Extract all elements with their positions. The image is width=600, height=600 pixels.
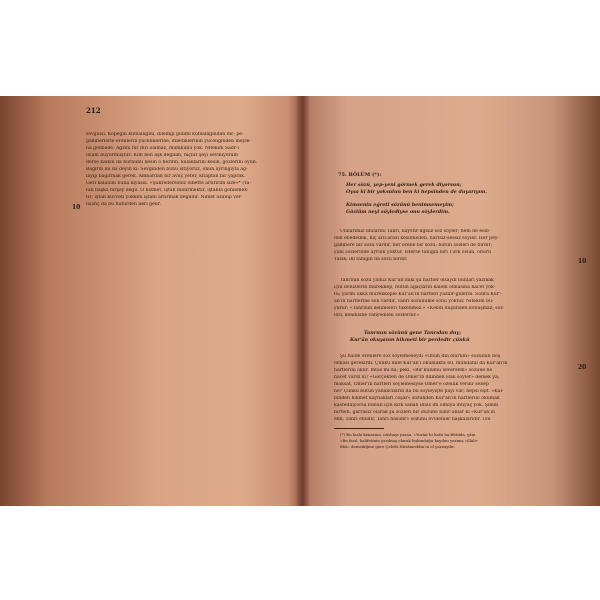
left-page: [0, 96, 300, 506]
footnote-line: «Bu fasıl, halifetinin yazılmış olarak bulunduğu kaydını yazmış «illale-: [340, 438, 479, 443]
text-line: Geri kalanını buna kıyasla. «Şükredersenîz elbette artırırım size»* (Ya-: [86, 181, 251, 186]
text-line: kastediliyorsa bunun için kırk sabah ihlâs ım olmıya ihtiyaç yok. Şimdi: [334, 403, 499, 408]
text-line: Tanrının sözü yalnız Kur'ân'daki şu harfler olsaydı bunları yazmak: [340, 278, 494, 283]
open-book-spread: [0, 96, 600, 506]
chapter-title: 75. BÖLÜM (*):: [338, 172, 382, 178]
text-line: usanç da bu hüfürden ileri gelir.: [86, 202, 161, 207]
footnote-line: (*) Bu fasla kenarına, nüshayı yazan, «Yuriat hi hattı ha!ifetiida, yâni: [340, 432, 476, 437]
text-line: harflerini okur. İhtas mı da; peki, «Bir kulumu seversem» sözüne ne: [334, 368, 493, 373]
text-line: binden hikmet kaynakları coşar» sözünden Kur'ân'ın harflerini okumak: [334, 396, 500, 401]
margin-line-number: 10: [72, 204, 81, 211]
text-line: için denizlerin mürekkep, bütün ağaçların kalem olmasına hacet yok-: [334, 285, 496, 290]
text-line: İslâm buyurmuştur: Kim ben aşk değilim, hiçbir şeyi sevmiyorum: [86, 153, 238, 158]
poem-line: Kimsenin eğreti sözünü benimsemeyim;: [346, 202, 454, 208]
text-line: na gelmede. Ağzını bir diri olamaz, mümkünü yok. Nitekim Sadr-ı: [86, 146, 240, 151]
poem-line: Her sözü, yep-yeni görmek gerek diyorsun;: [346, 182, 462, 188]
text-line: derse kalkın da burnunu kesin o herifin, kulaklarını kesin, gözlerini oyun.: [86, 160, 258, 165]
text-line: gamberlerle erenlerin yüceliklerine, dilediklerinin yüceliğinden meyle-: [86, 139, 251, 144]
text-line: Şu halde erenlere söz söylemeseydi «Onun dili olurum» sözünün boş: [340, 354, 501, 359]
text-line: ne? Çünkü bütün yahancıların da bu söyleyişte payı var; hepsi eşit. «Kal-: [334, 389, 504, 394]
poem-line: Kur'ân okuyanın hikmeti bir perdedir çünkü: [350, 337, 470, 343]
text-line: yurur: «Tanrının kelimeleri tükenmez.» «Kendi düşünden konuşmaz; söz-: [334, 306, 505, 311]
text-line: tir; iştah kuvveti yokken iştahı artırmak değildir. Nimet uzanıp ver-: [86, 195, 243, 200]
text-line: sevgilisi. Köpeğin kutsallığını, dilediği gidimi kutsallığından dır; pe-: [86, 132, 244, 137]
footnote-line: fibâ» demediğine göre Çelebi Hüsâmeddin'in el yazısıydır.: [340, 444, 455, 449]
margin-line-number: 10: [578, 258, 587, 265]
poem-line: Oysa ki bir yoksulun ben ki hepsinden de duyarıyım.: [346, 189, 487, 195]
text-line: Ulularımız ulularını Tanrı, kaystır-ilgisiz söz söyler; hem de eezl-: [340, 229, 491, 234]
poem-line: Tanrının sözünü gene Tanrıdan duy;: [364, 330, 461, 336]
text-line: olması gerekirdi. Çünkü dille Kur'ân'ı okumakta bu, mündahil da Kur'ân'ın: [334, 361, 508, 366]
text-line: ehli, Tanrı ehlidir, Tanrı hasıdır» sözünü övülenler haşkalarıdır. Ulu: [334, 417, 491, 422]
text-line: layıp bağırmak gerek. Ambardan bir avuç yeter, kitaptan bir yaprak.: [86, 174, 246, 179]
footnote-rule: [334, 428, 384, 429]
text-line: ân'ın harflerine son vardır, Tanrı sözünüme sonu yoktur. Nitekim bu-: [334, 299, 494, 304]
text-line: tan başka birşey değil. O hizmet, iştah bildirmektir, iştahla gönlemek-: [86, 188, 249, 193]
text-line: tu; yarım okka mürekkeple Kur'ân'ın harfleri yazılır-giderdi. Sonra Kur'-: [334, 292, 502, 297]
text-line: hâcet vardı ki? «Gerçekten de Ömer'in dilinden Hak söyler» demek ya;: [334, 375, 500, 380]
text-line: Bağırdı mı da deyin ki: Sevgiliden bunu istiyoruz, onun ayrılığıyla ağ-: [86, 167, 248, 172]
text-line: Tazik; iki tanığın da sözü birdir.: [334, 257, 408, 262]
text-line: maksat, Ömer'in harfleri söylemesiyse Ömer'e özellik verilir sebep: [334, 382, 489, 387]
right-page: [306, 96, 600, 506]
poem-line: Gözlüm neyi söylediyse onu söylerdim.: [346, 209, 450, 215]
page-number: 212: [86, 106, 101, 115]
text-line: gambere bir sözü vardır, her erene bir sözü; bütün sözleri de birdir;: [334, 243, 493, 248]
margin-line-number: 20: [578, 364, 587, 371]
text-line: leri, kendisine vahyedilen sözlerdir.»: [334, 313, 420, 318]
text-line: yâni sözlerinde ayrılık yoktur. İsterse tanığın biri Türk olsun, öbürü: [334, 250, 491, 255]
text-line: birtedi, garrasiz olarak şu sözleri bir düzüne billir-anlar ki «Kur'ân'ın: [334, 410, 496, 415]
text-line: den ebededek, hiç arlı-arası kesilmeden, harfsiz-sessiz söyler. Her pey-: [334, 236, 499, 241]
